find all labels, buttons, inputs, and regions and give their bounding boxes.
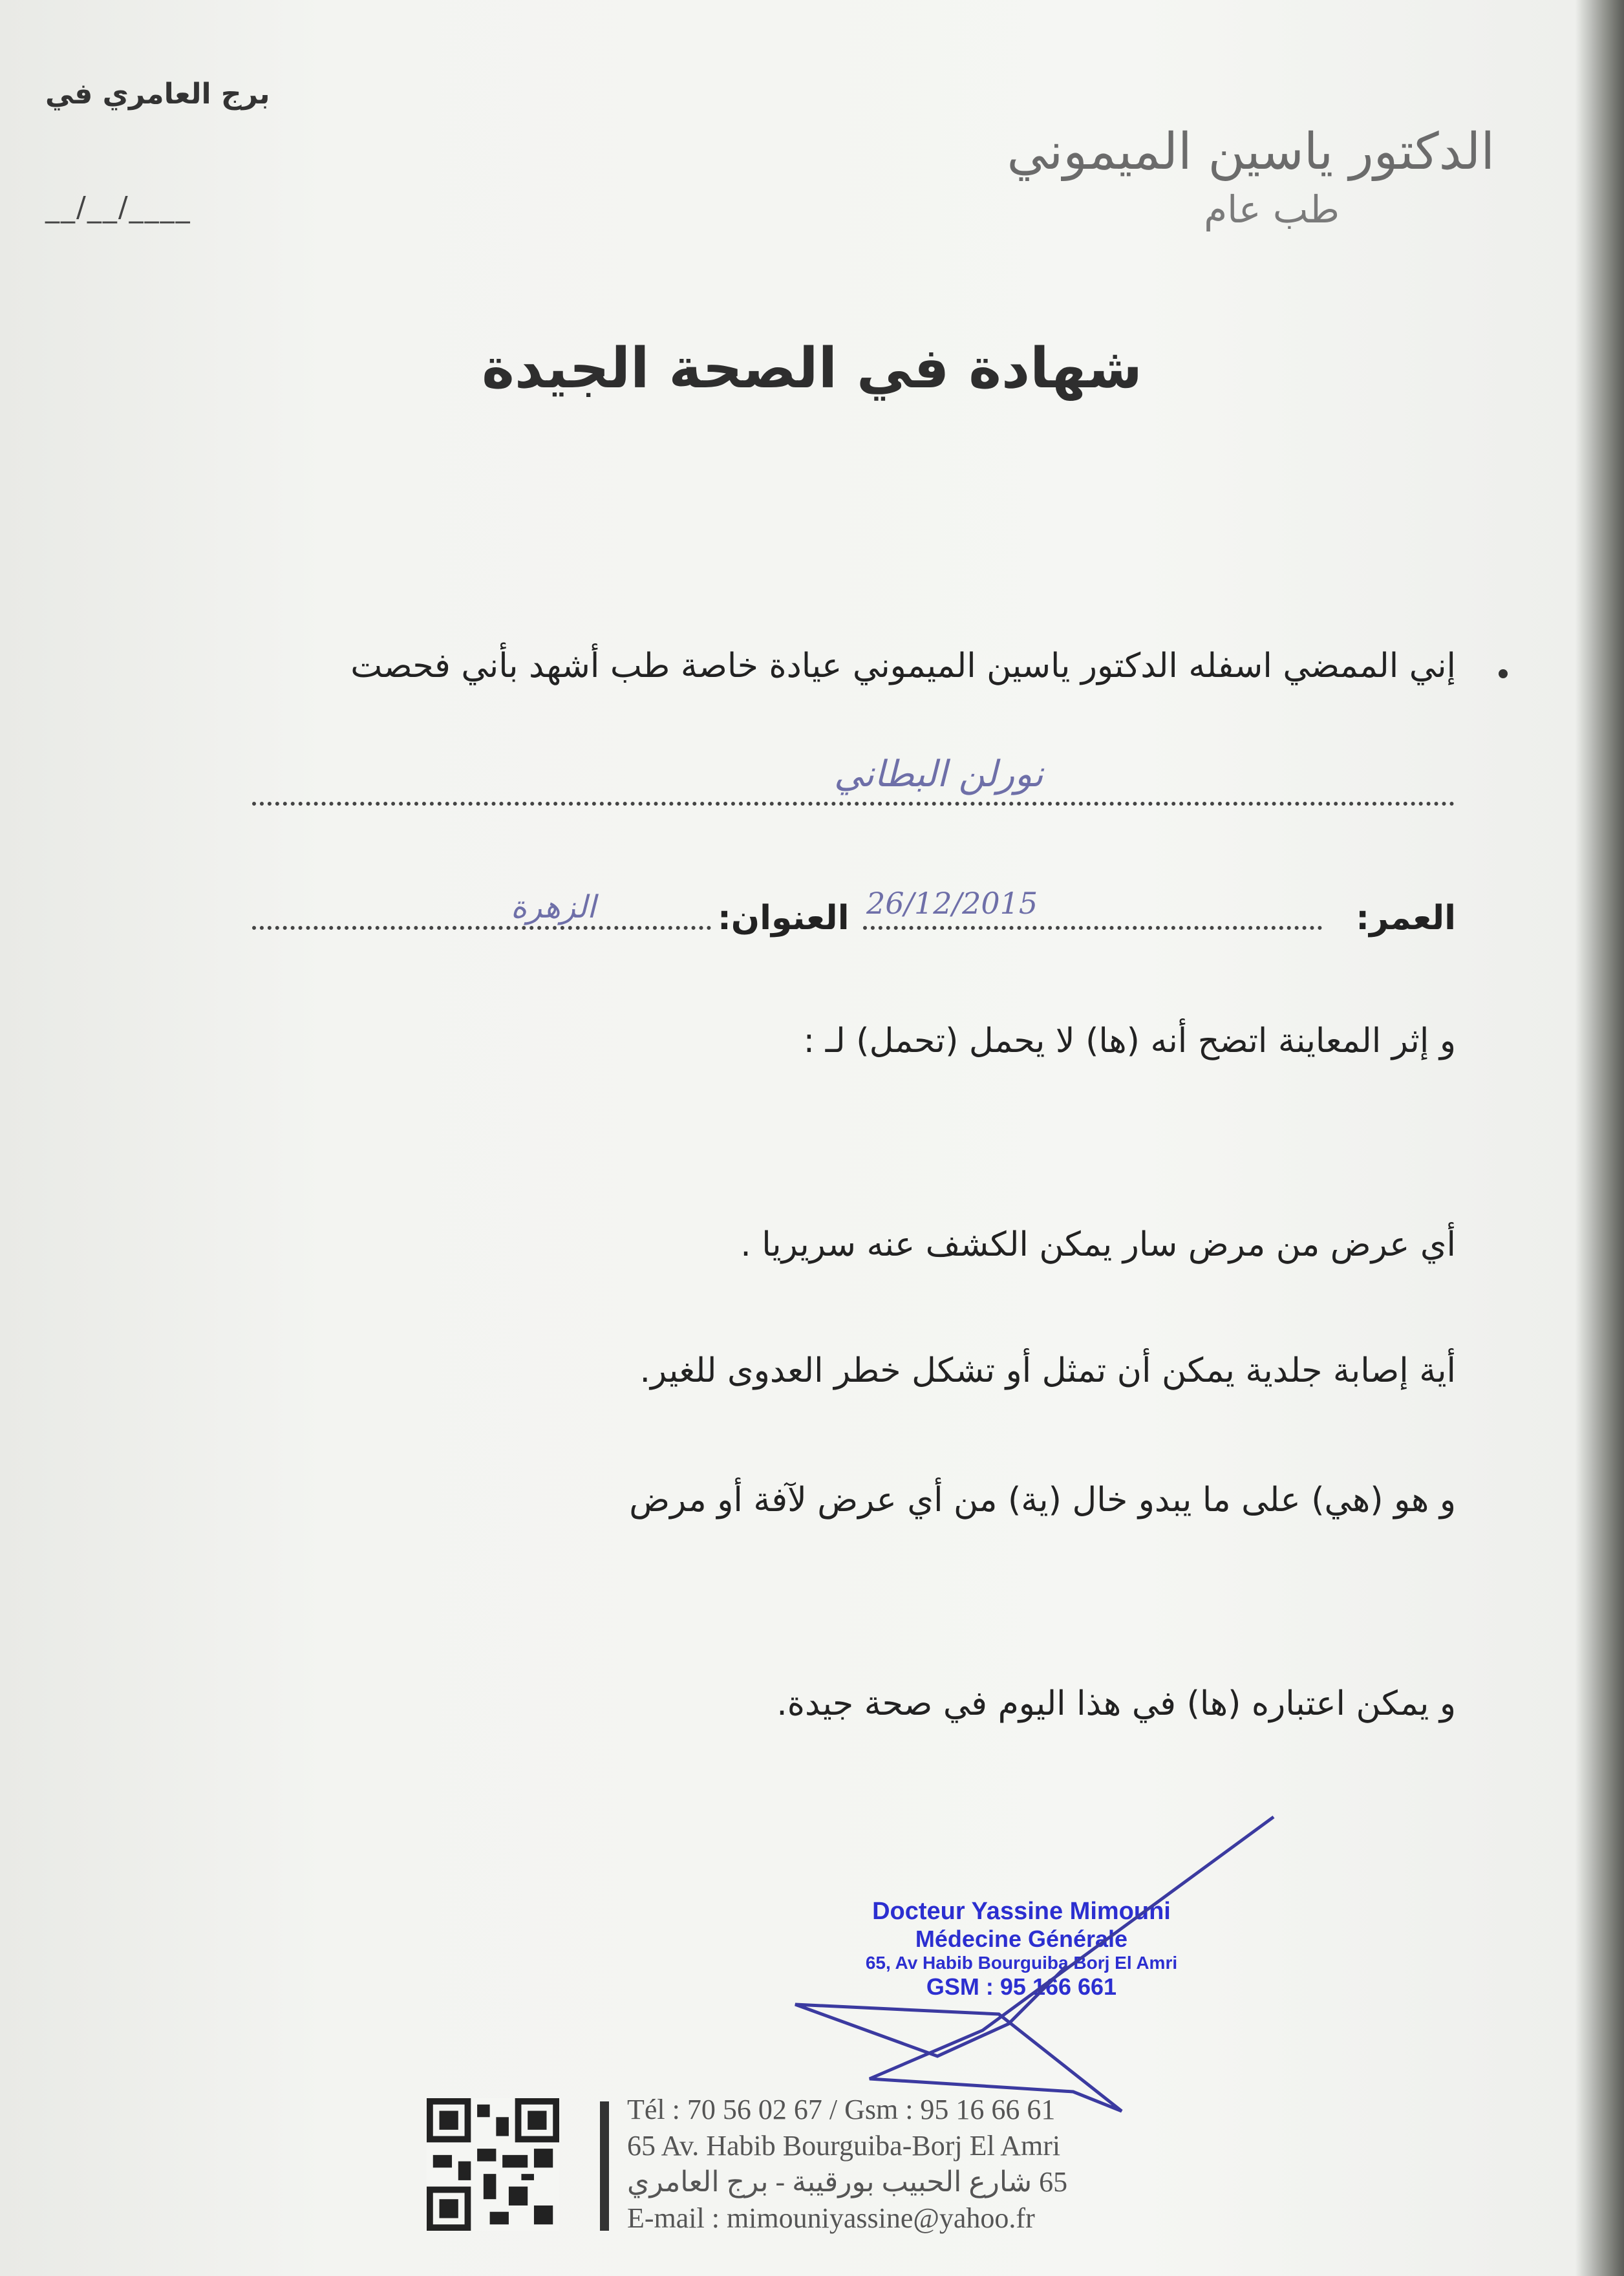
footer-email: E-mail : mimouniyassine@yahoo.fr: [627, 2202, 1035, 2234]
date-field: __/__/____: [45, 191, 191, 224]
page-title: شهادة في الصحة الجيدة: [482, 336, 1142, 401]
stamp-address: 65, Av Habib Bourguiba Borj El Amri: [865, 1953, 1178, 1973]
exam-text: و إثر المعاينة اتضح أنه (ها) لا يحمل (تحمل) لـ :: [803, 1022, 1456, 1060]
footer-divider: [600, 2101, 609, 2231]
address-value: الزهرة: [511, 889, 596, 925]
doctor-name: الدكتور ياسين الميموني: [1007, 123, 1495, 181]
stamp-name: Docteur Yassine Mimouni: [872, 1898, 1171, 1925]
condition-item-1: أي عرض من مرض سار يمكن الكشف عنه سريريا .: [740, 1225, 1456, 1264]
condition-item-3: و هو (هي) على ما يبدو خال (ية) من أي عرض لآفة أو مرض: [629, 1481, 1456, 1519]
footer-contact: [627, 2092, 1067, 2237]
condition-item-2: أية إصابة جلدية يمكن أن تمثل أو تشكل خطر العدوى للغير.: [639, 1351, 1456, 1390]
age-value: 26/12/2015: [866, 886, 1038, 921]
doctor-specialty: طب عام: [1204, 188, 1340, 231]
stamp-phone: GSM : 95 166 661: [926, 1973, 1117, 2000]
footer-address-fr: 65 Av. Habib Bourguiba-Borj El Amri: [627, 2130, 1061, 2162]
footer-phone: Tél : 70 56 02 67 / Gsm : 95 16 66 61: [627, 2094, 1056, 2125]
qr-code: [417, 2098, 569, 2231]
intro-text: إني الممضي اسفله الدكتور ياسين الميموني عيادة خاصة طب أشهد بأني فحصت: [350, 647, 1456, 685]
conclusion-text: و يمكن اعتباره (ها) في هذا اليوم في صحة جيدة.: [776, 1684, 1456, 1723]
patient-name: نورلن البطاني: [834, 753, 1043, 795]
footer-address-ar: 65 شارع الحبيب بورقيبة - برج العامري: [627, 2166, 1068, 2198]
address-label: العنوان:: [718, 899, 849, 938]
stamp-specialty: Médecine Générale: [915, 1926, 1128, 1952]
age-label: العمر:: [1356, 899, 1456, 938]
place-label: برج العامري في: [45, 78, 270, 111]
